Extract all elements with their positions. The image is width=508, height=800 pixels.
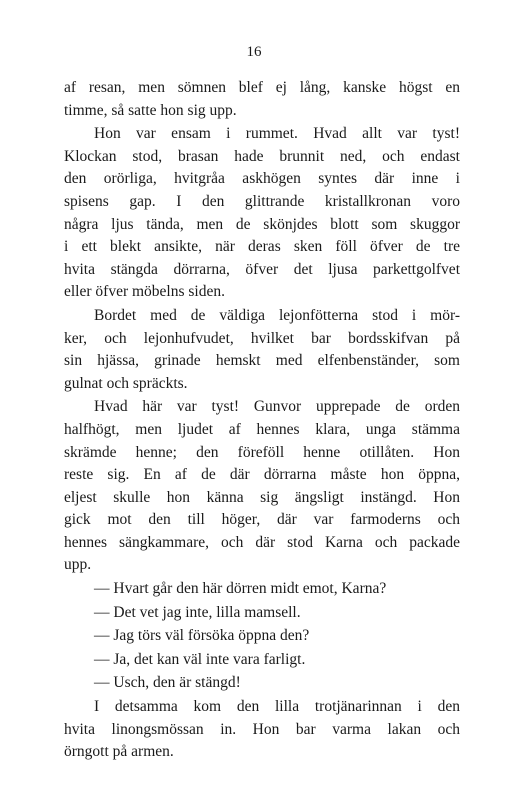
text-line: halfhögt, men ljudet af hennes klara, unga stämma <box>64 420 460 438</box>
paragraph <box>64 578 460 601</box>
body-text <box>64 77 460 765</box>
text-line: sin hjässa, grinade hemskt med elfenbenständer, som <box>64 352 460 370</box>
text-line: gick mot den till höger, där var farmoderns och <box>64 511 460 529</box>
paragraph <box>64 396 460 577</box>
text-line: Bordet med de väldiga lejonfötterna stod i mör- <box>94 306 460 324</box>
text-line: — Jag törs väl försöka öppna den? <box>94 627 310 645</box>
text-line: i ett blekt ansikte, när deras sken föll öfver de tre <box>64 238 460 256</box>
text-line: — Det vet jag inte, lilla mamsell. <box>94 603 301 621</box>
paragraph <box>64 696 460 764</box>
page-number: 16 <box>246 44 262 60</box>
text-line: — Usch, den är stängd! <box>94 674 241 692</box>
text-line: Hvad här var tyst! Gunvor upprepade de orden <box>94 398 460 416</box>
paragraph <box>64 305 460 395</box>
text-line: eller öfver möbelns siden. <box>64 283 225 301</box>
text-line: skrämde henne; den föreföll henne otillåten. Hon <box>64 443 460 461</box>
text-line: den orörliga, hvitgråa askhögen syntes där inne i <box>64 170 460 188</box>
paragraph <box>64 123 460 304</box>
text-line: några ljus tända, men de skönjdes blott som skuggor <box>64 215 460 233</box>
text-line: Hon var ensam i rummet. Hvad allt var tyst! <box>94 125 460 143</box>
text-line: örngott på armen. <box>64 743 174 761</box>
text-line: timme, så satte hon sig upp. <box>64 101 237 119</box>
paragraph <box>64 602 460 625</box>
text-line: — Ja, det kan väl inte vara farligt. <box>94 650 306 668</box>
text-line: hvita stängda dörrarna, öfver det ljusa parkettgolfvet <box>64 260 460 278</box>
text-line: reste sig. En af de där dörrarna måste hon öppna, <box>64 466 460 484</box>
text-line: ker, och lejonhufvudet, hvilket bar bordsskifvan på <box>64 329 460 347</box>
paragraph <box>64 625 460 648</box>
paragraph <box>64 649 460 672</box>
text-line: hennes sängkammare, och där stod Karna och packade <box>64 533 460 551</box>
text-line: af resan, men sömnen blef ej lång, kanske högst en <box>64 79 460 96</box>
text-line: spisens gap. I den glittrande kristallkronan voro <box>64 192 460 210</box>
text-line: I detsamma kom den lilla trotjänarinnan i den <box>94 698 460 716</box>
paragraph <box>64 77 460 122</box>
text-line: — Hvart går den här dörren midt emot, Karna? <box>94 580 387 598</box>
text-line: eljest skulle hon känna sig ängsligt instängd. Hon <box>64 488 460 506</box>
text-line: Klockan stod, brasan hade brunnit ned, och endast <box>64 147 460 165</box>
text-line: hvita linongsmössan in. Hon bar varma lakan och <box>64 720 460 738</box>
paragraph <box>64 672 460 695</box>
text-line: upp. <box>64 556 92 574</box>
text-line: gulnat och spräckts. <box>64 374 188 392</box>
